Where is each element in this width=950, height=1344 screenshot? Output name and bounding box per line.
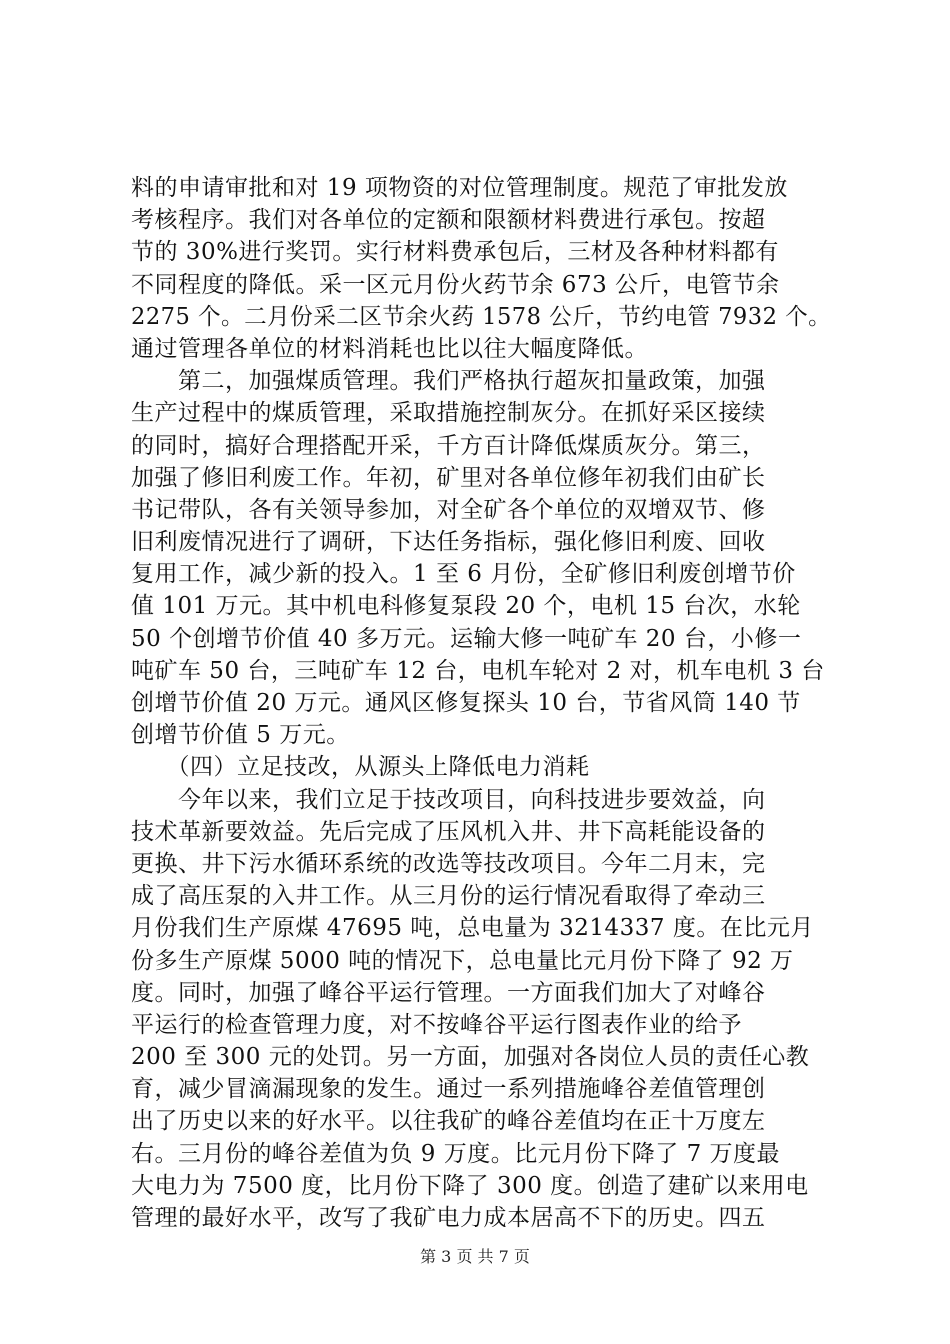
text-line: 通过管理各单位的材料消耗也比以往大幅度降低。 <box>131 335 648 362</box>
text-line: 不同程度的降低。采一区元月份火药节余 673 公斤，电管节余 <box>131 271 780 298</box>
text-line: 月份我们生产原煤 47695 吨，总电量为 3214337 度。在比元月 <box>131 915 814 942</box>
text-line: 加强了修旧利废工作。年初，矿里对各单位修年初我们由矿长 <box>131 464 766 491</box>
text-line: 值 101 万元。其中机电科修复泵段 20 个，电机 15 台次，水轮 <box>131 593 801 620</box>
text-line: 右。三月份的峰谷差值为负 9 万度。比元月份下降了 7 万度最 <box>131 1140 781 1167</box>
text-line: 料的申请审批和对 19 项物资的对位管理制度。规范了审批发放 <box>131 175 788 201</box>
text-line: 节的 30%进行奖罚。实行材料费承包后，三材及各种材料都有 <box>131 239 779 266</box>
text-line: 大电力为 7500 度，比月份下降了 300 度。创造了建矿以来用电 <box>131 1172 809 1199</box>
text-line: 旧利废情况进行了调研，下达任务指标，强化修旧利废、回收 <box>131 529 766 556</box>
text-line: 创增节价值 5 万元。 <box>131 722 350 749</box>
text-line: 管理的最好水平，改写了我矿电力成本居高不下的历史。四五 <box>131 1205 766 1231</box>
text-line: 第二，加强煤质管理。我们严格执行超灰扣量政策，加强 <box>131 368 766 395</box>
text-line: 育，减少冒滴漏现象的发生。通过一系列措施峰谷差值管理创 <box>131 1076 766 1103</box>
text-line: 复用工作，减少新的投入。1 至 6 月份，全矿修旧利废创增节价 <box>131 561 796 588</box>
text-line: 吨矿车 50 台，三吨矿车 12 台，电机车轮对 2 对，机车电机 3 台 <box>131 657 825 684</box>
text-line: 技术革新要效益。先后完成了压风机入井、井下高耗能设备的 <box>131 818 766 845</box>
page-number-footer: 第 3 页 共 7 页 <box>420 1247 530 1266</box>
text-line: 平运行的检查管理力度，对不按峰谷平运行图表作业的给予 <box>131 1011 742 1038</box>
text-line: 2275 个。二月份采二区节余火药 1578 公斤，节约电管 7932 个。 <box>131 303 832 330</box>
text-line: 的同时，搞好合理搭配开采，千方百计降低煤质灰分。第三， <box>131 432 766 459</box>
text-line: 今年以来，我们立足于技改项目，向科技进步要效益，向 <box>131 786 766 813</box>
text-line: 生产过程中的煤质管理，采取措施控制灰分。在抓好采区接续 <box>131 400 766 427</box>
text-line: 200 至 300 元的处罚。另一方面，加强对各岗位人员的责任心教 <box>131 1044 810 1071</box>
text-line: 书记带队，各有关领导参加，对全矿各个单位的双增双节、修 <box>131 496 766 523</box>
text-line: 度。同时，加强了峰谷平运行管理。一方面我们加大了对峰谷 <box>131 979 766 1006</box>
text-line: 创增节价值 20 万元。通风区修复探头 10 台，节省风筒 140 节 <box>131 690 801 716</box>
text-line: 50 个创增节价值 40 多万元。运输大修一吨矿车 20 台，小修一 <box>131 625 802 652</box>
text-line: 份多生产原煤 5000 吨的情况下，总电量比元月份下降了 92 万 <box>131 947 794 974</box>
document-body <box>131 172 831 1234</box>
text-line: 更换、井下污水循环系统的改选等技改项目。今年二月末，完 <box>131 850 766 877</box>
text-line: 成了高压泵的入井工作。从三月份的运行情况看取得了牵动三 <box>131 883 766 910</box>
section-heading: （四）立足技改，从源头上降低电力消耗 <box>131 754 590 781</box>
text-line: 考核程序。我们对各单位的定额和限额材料费进行承包。按超 <box>131 207 766 234</box>
text-line: 出了历史以来的好水平。以往我矿的峰谷差值均在正十万度左 <box>131 1108 766 1135</box>
